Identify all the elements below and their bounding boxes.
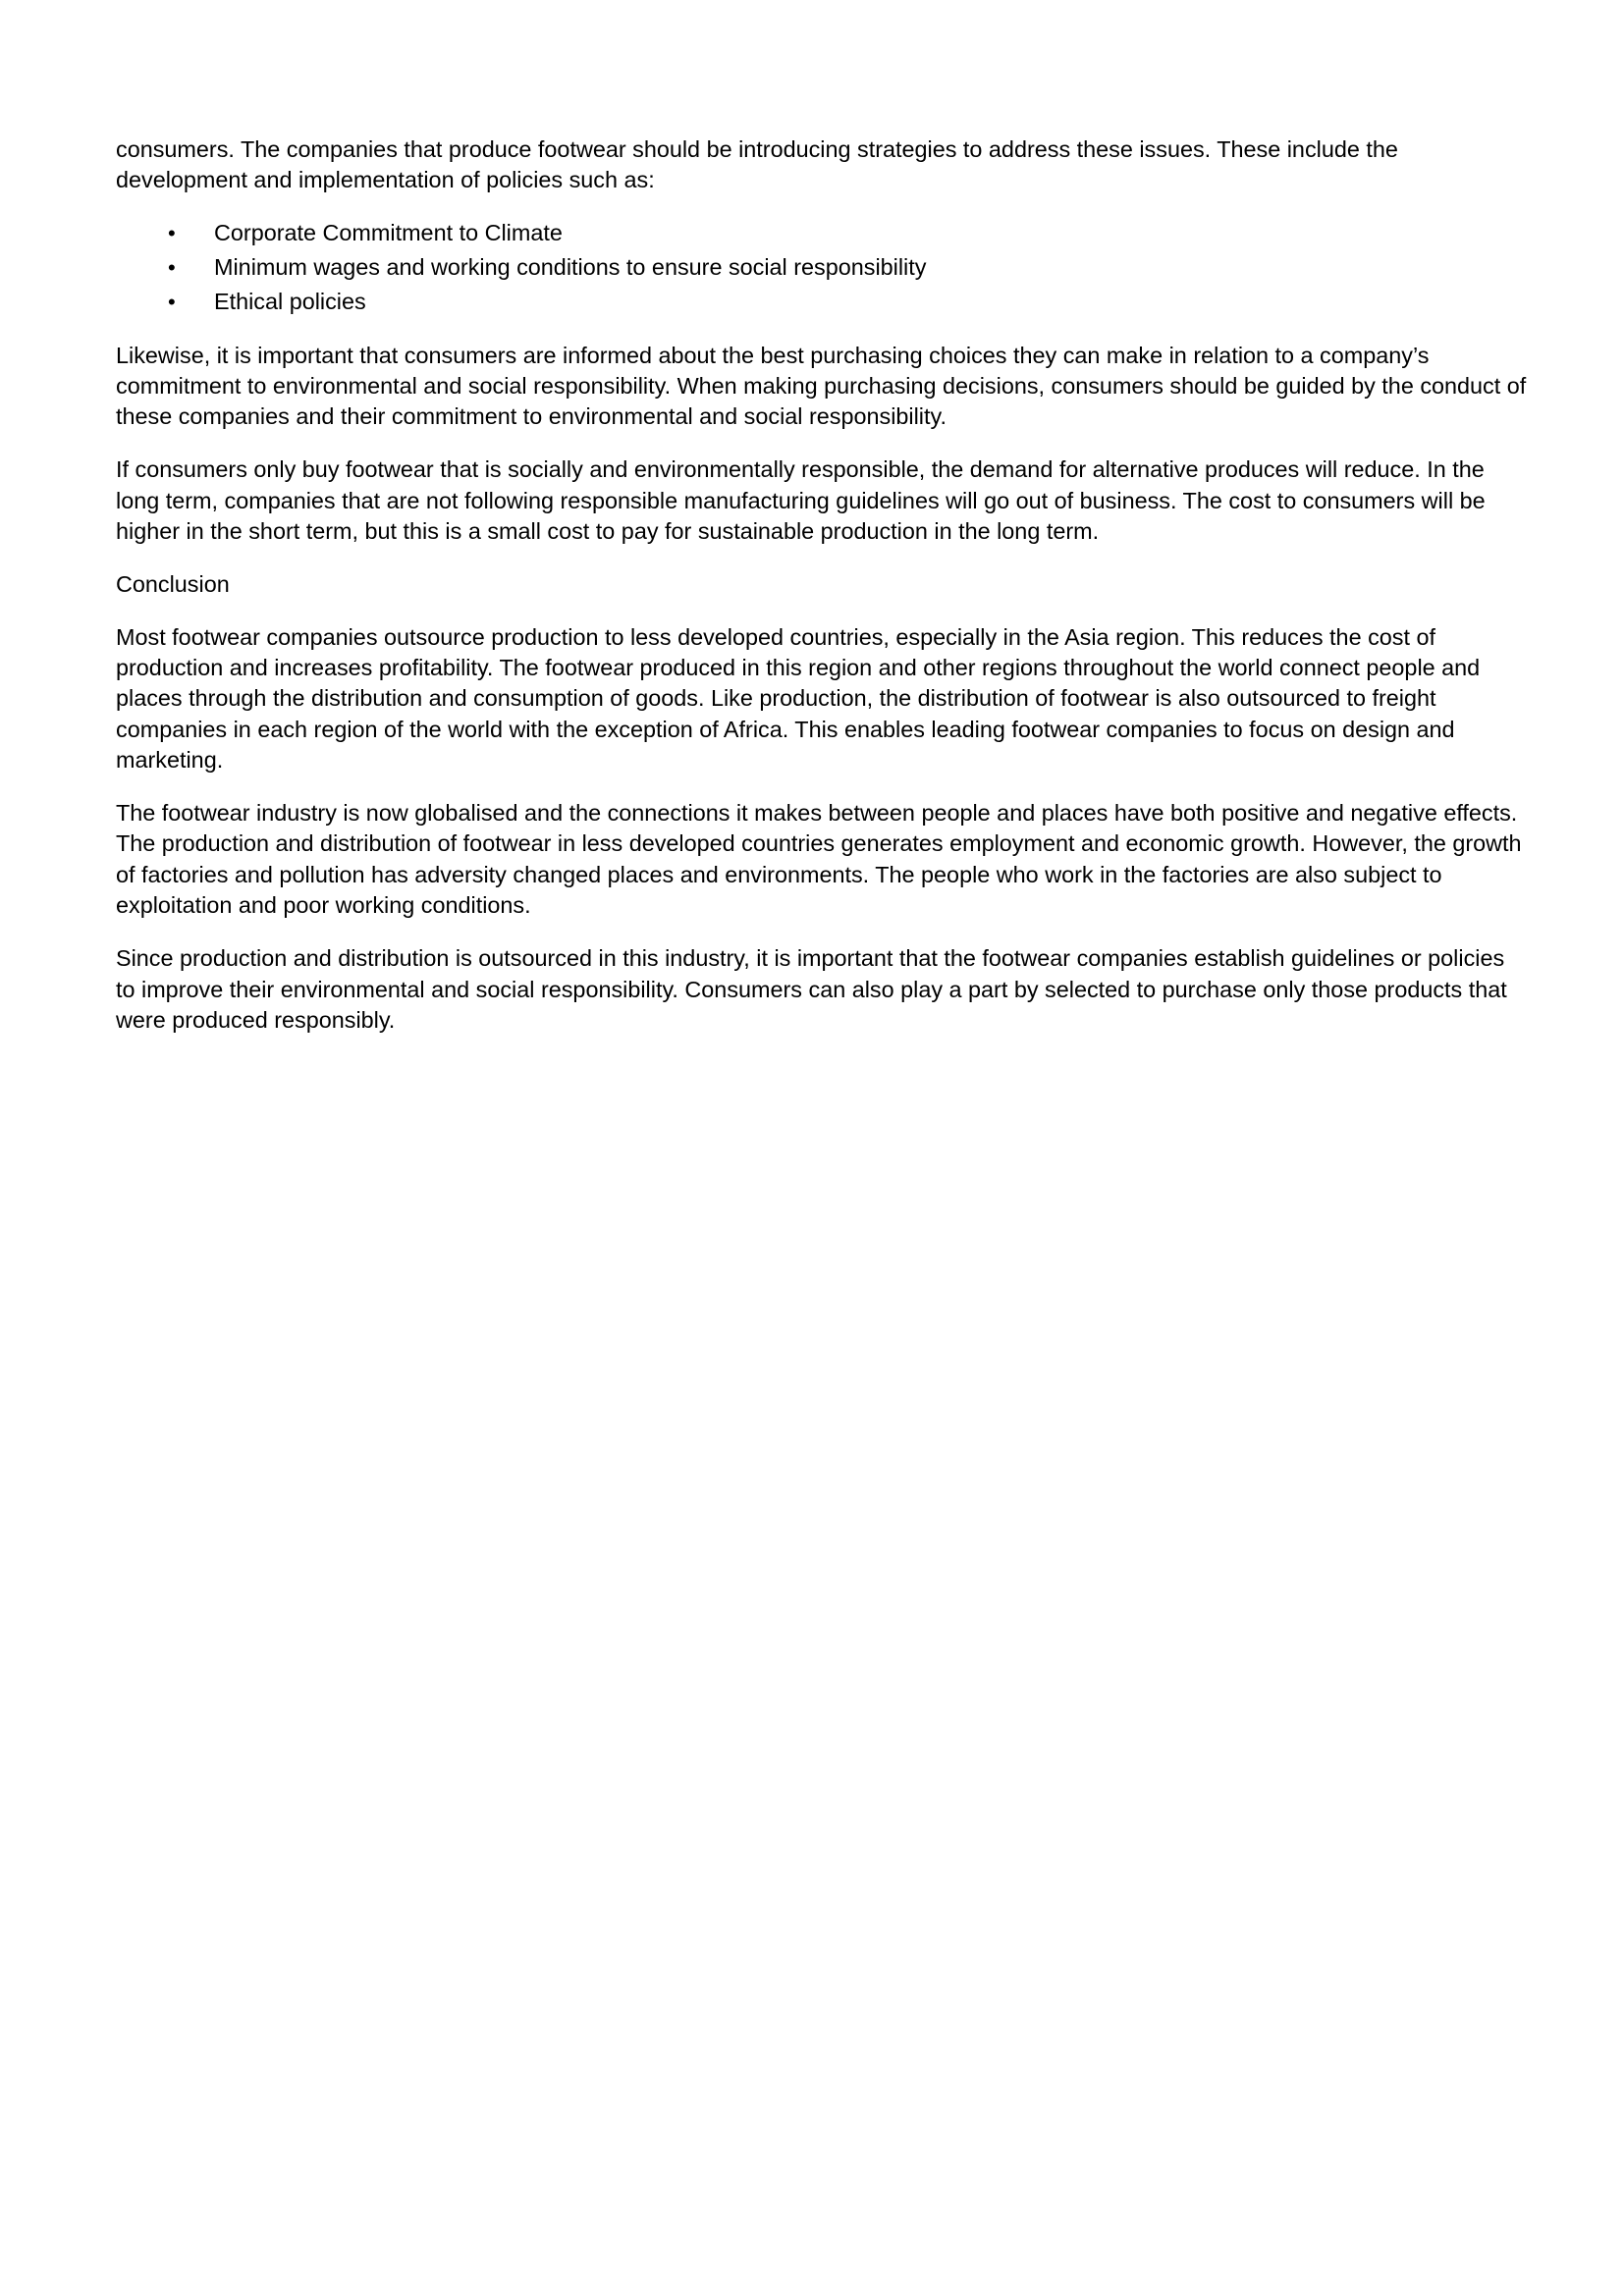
list-item-text: Minimum wages and working conditions to ensure social responsibility <box>214 253 927 280</box>
list-item-text: Corporate Commitment to Climate <box>214 219 563 245</box>
document-page <box>116 134 1530 1058</box>
bullet-icon: • <box>168 254 176 280</box>
policy-list <box>116 216 1530 319</box>
conclusion-heading: Conclusion <box>116 571 230 598</box>
list-item-text: Ethical policies <box>214 288 366 314</box>
bullet-icon: • <box>168 289 176 314</box>
conclusion-paragraph-responsibility: Since production and distribution is outsourced in this industry, it is important that the footwear companies establish guidelines or policies to improve their environmental and social responsibility. Consumers can also play a part by selected to purchase only those products that were produced responsibly. <box>116 945 1507 1033</box>
bullet-icon: • <box>168 220 176 245</box>
list-item <box>116 285 1530 319</box>
conclusion-paragraph-outsourcing: Most footwear companies outsource production to less developed countries, especially in the Asia region. This reduces the cost of production and increases profitability. The footwear produced in this region and other regions throughout the world connect people and places through the distribution and consumption of goods. Like production, the distribution of footwear is also outsourced to freight companies in each region of the world with the exception of Africa. This enables leading footwear companies to focus on design and marketing. <box>116 623 1481 773</box>
paragraph-consumer-choices: Likewise, it is important that consumers are informed about the best purchasing choices they can make in relation to a company’s commitment to environmental and social responsibility. When making purchasing decisions, consumers should be guided by the conduct of these companies and their commitment to environmental and social responsibility. <box>116 342 1527 430</box>
list-item <box>116 216 1530 250</box>
conclusion-paragraph-globalisation: The footwear industry is now globalised and the connections it makes between people and places have both positive and negative effects. The production and distribution of footwear in less developed countries generates employment and economic growth. However, the growth of factories and pollution has adversity changed places and environments. The people who work in the factories are also subject to exploitation and poor working conditions. <box>116 800 1522 919</box>
paragraph-demand: If consumers only buy footwear that is socially and environmentally responsible, the demand for alternative produces will reduce. In the long term, companies that are not following responsible manufacturing guidelines will go out of business. The cost to consumers will be higher in the short term, but this is a small cost to pay for sustainable production in the long term. <box>116 456 1486 545</box>
intro-paragraph: consumers. The companies that produce footwear should be introducing strategies to address these issues. These include the development and implementation of policies such as: <box>116 136 1398 193</box>
list-item <box>116 250 1530 285</box>
